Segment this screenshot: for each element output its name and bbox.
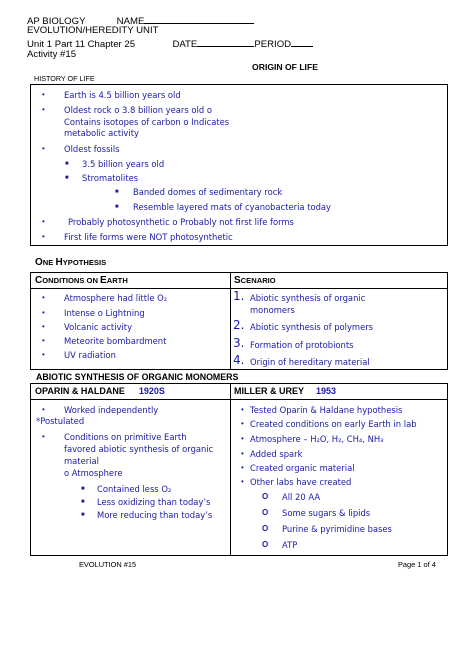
miller-item: Created organic material [250,463,355,473]
hypothesis-heading: ONE HYPOTHESIS [35,257,107,268]
unit-title: EVOLUTION/HEREDITY UNIT [27,25,159,36]
scenario-number: 3. [233,336,245,350]
unit-part: Unit 1 Part 11 Chapter 25 [27,39,136,50]
scenario-item: Abiotic synthesis of polymers [250,322,374,332]
condition-item: UV radiation [64,350,116,360]
oparin-sub-item: More reducing than today’s [97,510,213,520]
miller-sub-item: All 20 AA [282,492,321,502]
date-blank[interactable] [197,37,254,47]
scenario-number: 1. [233,289,245,303]
scenario-number: 2. [233,318,245,332]
miller-item: Atmosphere – H₂O, H₂, CH₄, NH₃ [250,434,384,444]
period-label: PERIOD [254,39,292,50]
history-item: First life forms were NOT photosynthetic [64,232,233,242]
condition-item: Meteorite bombardment [64,336,167,346]
abiotic-heading: ABIOTIC SYNTHESIS OF ORGANIC MONOMERS [36,372,239,382]
oparin-sub-item: Contained less O₂ [97,484,172,494]
name-blank[interactable] [144,14,254,24]
oparin-year: 1920S [138,386,165,396]
scenario-item: Abiotic synthesis of organic [250,293,366,303]
history-item: Contains isotopes of carbon o Indicates [64,117,230,127]
period-blank[interactable] [291,37,313,47]
conditions-header: CONDITIONS ON EARTH [35,275,128,286]
condition-item: Atmosphere had little O₂ [64,293,168,303]
history-item: Resemble layered mats of cyanobacteria today [133,202,332,212]
scenario-header: SCENARIO [234,275,276,286]
condition-item: Volcanic activity [64,322,133,332]
date-label: DATE [172,39,198,50]
miller-item: Tested Oparin & Haldane hypothesis [250,405,403,415]
course-label: AP BIOLOGY [27,16,86,27]
oparin-item: favored abiotic synthesis of organic [64,444,214,454]
miller-year: 1953 [316,386,337,396]
condition-item: Intense o Lightning [64,308,145,318]
history-item: Oldest fossils [64,144,120,154]
miller-item: Created conditions on early Earth in lab [250,419,417,429]
footer-page: Page 1 of 4 [398,560,436,569]
history-item: Probably photosynthetic o Probably not first life forms [68,217,294,227]
history-item: Banded domes of sedimentary rock [133,187,283,197]
oparin-item: Worked independently [64,405,159,415]
name-label: NAME [116,16,145,27]
activity-label: Activity #15 [27,49,77,60]
miller-item: Other labs have created [250,477,352,487]
scenario-item: monomers [250,305,295,315]
scenario-item: Origin of hereditary material [250,357,370,367]
oparin-item: *Postulated [36,416,85,426]
history-item: 3.5 billion years old [82,159,165,169]
oparin-sub-item: Less oxidizing than today’s [97,497,211,507]
miller-sub-item: Purine & pyrimidine bases [282,524,392,534]
history-label: HISTORY OF LIFE [34,74,95,83]
scenario-item: Formation of protobionts [250,340,354,350]
oparin-item: Conditions on primitive Earth [64,432,187,442]
miller-sub-item: ATP [282,540,298,550]
miller-header: MILLER & UREY 1953 [234,386,337,396]
footer-left: EVOLUTION #15 [79,560,137,569]
scenario-number: 4. [233,353,245,367]
history-item: metabolic activity [64,128,139,138]
oparin-item: material [64,456,99,466]
miller-item: Added spark [250,449,303,459]
conditions-table: CONDITIONS ON EARTH SCENARIO • Atmosphere had little O₂ • Intense o Lightning • Volcanic activity • Meteorite bombardment • UV radiation 1. Abiotic synthesis of organic monomers 2. Abiotic synthesis of polymers 3. Formation of protobionts 4. Origin of hereditary material [30,272,448,370]
history-item: Stromatolites [82,173,139,183]
history-item: Oldest rock o 3.8 billion years old o [64,105,212,115]
oparin-item: o Atmosphere [64,468,123,478]
abiotic-table: OPARIN & HALDANE 1920S MILLER & UREY 1953 • Worked independently *Postulated • Conditions on primitive Earth favored abiotic synthesis of organic material o Atmosphere ■ Contained less O₂ ■ Less oxidizing than today’s ■ More reducing than today’s • Tested Oparin & Haldane hypothesis • Created conditions on early Earth in lab • Atmosphere – H₂O, H₂, CH₄, NH₃ • Added spark • Created organic material • Other labs have created O All 20 AA O Some sugars & lipids O Purine & pyrimidine bases O ATP [30,383,448,556]
page-title: ORIGIN OF LIFE [252,62,318,72]
miller-sub-item: Some sugars & lipids [282,508,371,518]
oparin-header: OPARIN & HALDANE 1920S [35,386,165,396]
history-item: Earth is 4.5 billion years old [64,90,181,100]
history-box: • Earth is 4.5 billion years old • Oldest rock o 3.8 billion years old o Contains isotopes of carbon o Indicates metabolic activity • Oldest fossils ■ 3.5 billion years old ■ Stromatolites ■ Banded domes of sedimentary rock ■ Resemble layered mats of cyanobacteria today • Probably photosynthetic o Probably not first life forms • First life forms were NOT photosynthetic [30,84,448,246]
